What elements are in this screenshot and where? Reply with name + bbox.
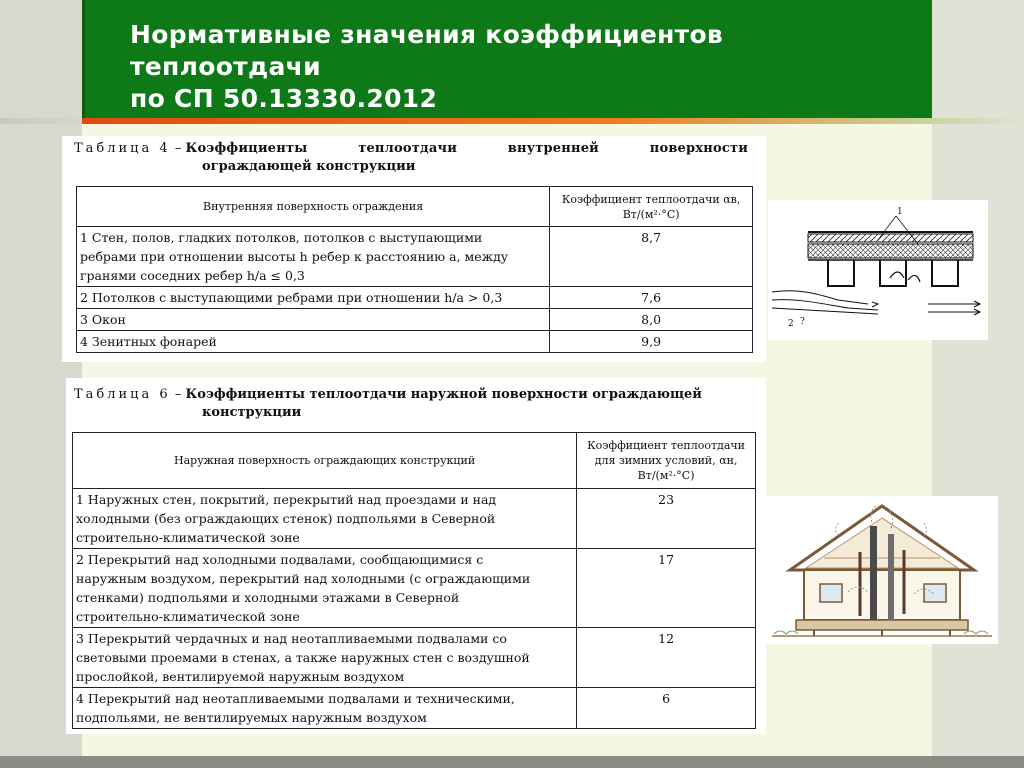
- house-drawing: [764, 496, 998, 644]
- table-row: [73, 549, 756, 628]
- table4-scan: [62, 136, 766, 362]
- row-text: [73, 549, 577, 628]
- row-text: [73, 628, 577, 688]
- table6-scan: [66, 378, 766, 734]
- row-text: [77, 287, 550, 309]
- text-line: наружным воздухом, перекрытий над холодными (с ограждающими: [76, 571, 531, 586]
- header-line: Коэффициент теплоотдачи αв,: [561, 192, 741, 206]
- text-line: подпольями, не вентилируемых наружным воздухом: [76, 710, 427, 725]
- text-line: 2 Потолков с выступающими ребрами при отношении h/a > 0,3: [80, 290, 503, 305]
- row-value: 7,6: [550, 287, 753, 309]
- row-text: [73, 688, 577, 729]
- row-value: 9,9: [550, 331, 753, 353]
- row-value: 17: [577, 549, 756, 628]
- table6-caption-title2: конструкции: [202, 405, 302, 420]
- header-line: Вт/(м²·°С): [622, 207, 680, 221]
- table6-caption-title: Коэффициенты теплоотдачи наружной поверхности ограждающей: [185, 387, 702, 402]
- table6-caption: [74, 386, 702, 403]
- diagram-label: 2: [788, 319, 794, 329]
- ribbed-ceiling-diagram: [768, 200, 988, 340]
- header-cell: [550, 187, 753, 227]
- text-line: строительно-климатической зоне: [76, 530, 300, 545]
- row-text: [77, 309, 550, 331]
- row-value: 8,0: [550, 309, 753, 331]
- table-row: [77, 331, 753, 353]
- table-row: [73, 489, 756, 549]
- header-cell: [577, 433, 756, 489]
- table-header-row: [77, 187, 753, 227]
- text-line: гранями соседних ребер h/a ≤ 0,3: [80, 268, 305, 283]
- title-line: Нормативные значения коэффициентов: [130, 20, 724, 49]
- row-value: 23: [577, 489, 756, 549]
- bottom-bar: [0, 756, 1024, 768]
- text-line: ребрами при отношении высоты h ребер к расстоянию a, между: [80, 249, 509, 264]
- header-cell: Внутренняя поверхность ограждения: [77, 187, 550, 227]
- header-line: для зимних условий, αн,: [594, 454, 738, 467]
- header-line: Вт/(м²·°С): [637, 469, 695, 482]
- table-row: [73, 688, 756, 729]
- table4-caption-line2: [202, 158, 415, 175]
- caption-dash: –: [170, 141, 186, 156]
- text-line: 3 Окон: [80, 312, 126, 327]
- table4-caption-title2: ограждающей конструкции: [202, 159, 416, 174]
- text-line: прослойкой, вентилируемой наружным воздухом: [76, 669, 405, 684]
- row-text: [77, 227, 550, 287]
- text-line: строительно-климатической зоне: [76, 609, 300, 624]
- text-line: холодными (без ограждающих стенок) подпольями в Северной: [76, 511, 496, 526]
- text-line: 1 Стен, полов, гладких потолков, потолков с выступающими: [80, 230, 483, 245]
- caption-dash: –: [170, 387, 186, 402]
- row-value: 12: [577, 628, 756, 688]
- row-value: 6: [577, 688, 756, 729]
- text-line: 3 Перекрытий чердачных и над неотапливаемыми подвалами со: [76, 631, 507, 646]
- ribbed-ceiling-drawing: [768, 200, 988, 340]
- table4-caption-title: Коэффициенты теплоотдачи внутренней поверхности: [185, 141, 749, 156]
- text-line: стенками) подпольями и холодными этажами в Северной: [76, 590, 460, 605]
- row-value: 8,7: [550, 227, 753, 287]
- table-row: [73, 628, 756, 688]
- table-row: [77, 287, 753, 309]
- header-cell: Наружная поверхность ограждающих конструкций: [73, 433, 577, 489]
- table4: [76, 186, 753, 353]
- title-line: теплоотдачи: [130, 52, 321, 81]
- table6: [72, 432, 756, 729]
- table4-caption-label: Таблица 4: [74, 141, 171, 156]
- table6-caption-line2: [202, 404, 301, 421]
- table4-caption: [74, 140, 748, 157]
- table-row: [77, 309, 753, 331]
- diagram-label: ?: [800, 317, 805, 327]
- diagram-label: 1: [897, 207, 903, 217]
- row-text: [73, 489, 577, 549]
- text-line: 4 Зенитных фонарей: [80, 334, 217, 349]
- house-ventilation-illustration: [764, 496, 998, 644]
- row-text: [77, 331, 550, 353]
- text-line: 2 Перекрытий над холодными подвалами, сообщающимися с: [76, 552, 484, 567]
- table-header-row: [73, 433, 756, 489]
- text-line: световыми проемами в стенах, а также наружных стен с воздушной: [76, 650, 530, 665]
- right-margin: [932, 0, 1024, 768]
- header-line: Коэффициент теплоотдачи: [587, 439, 746, 452]
- text-line: 1 Наружных стен, покрытий, перекрытий над проездами и над: [76, 492, 497, 507]
- text-line: 4 Перекрытий над неотапливаемыми подвалами и техническими,: [76, 691, 515, 706]
- table-row: [77, 227, 753, 287]
- slide-title: [130, 19, 723, 115]
- table6-caption-label: Таблица 6: [74, 387, 171, 402]
- title-line: по СП 50.13330.2012: [130, 84, 438, 113]
